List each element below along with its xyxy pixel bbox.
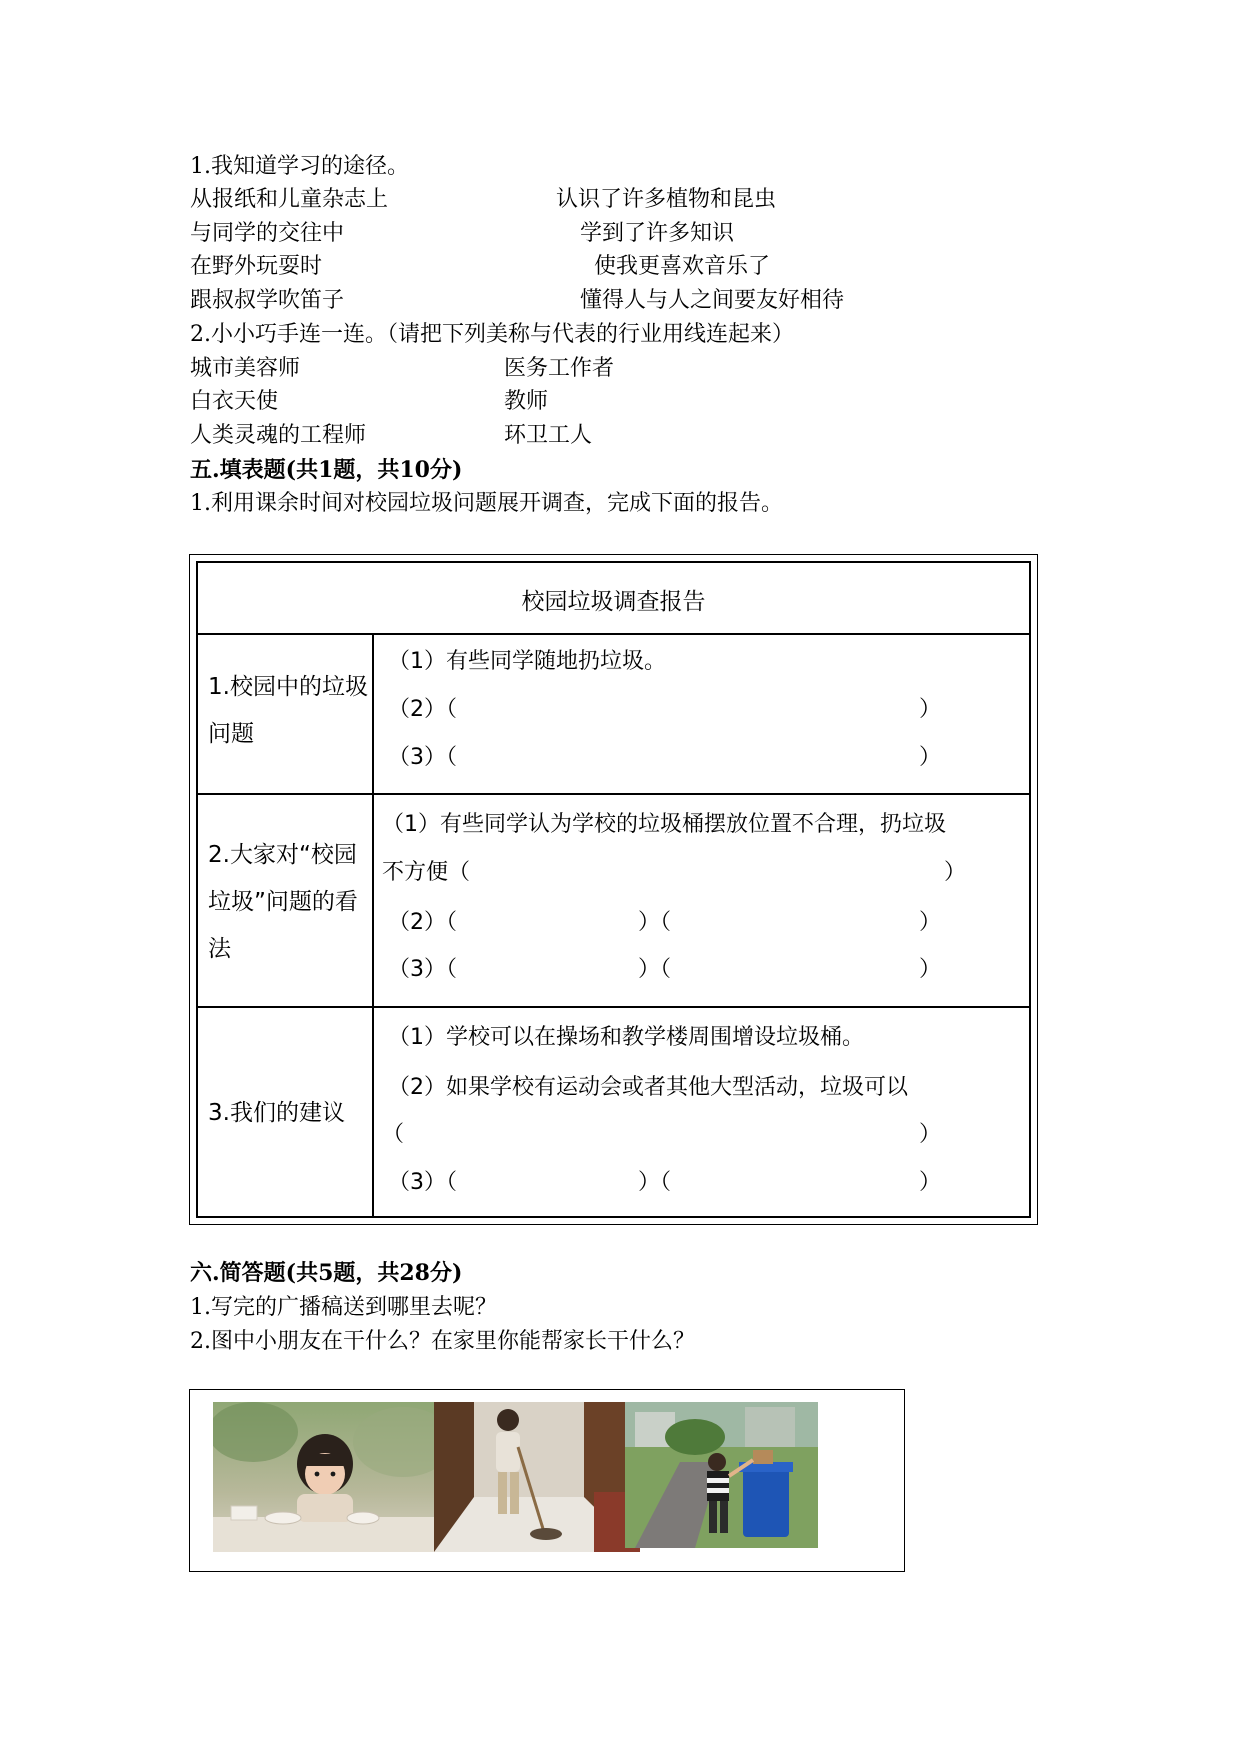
section6-q2: 2.图中小朋友在干什么？在家里你能帮家长干什么？	[190, 1329, 695, 1354]
q2-right-3: 环卫工人	[504, 423, 593, 448]
row3-label: 3.我们的建议	[208, 1100, 345, 1126]
boy-trash-bin-photo	[625, 1402, 818, 1548]
row3-line3-mid: ）（	[638, 1170, 672, 1195]
q2-left-2: 白衣天使	[190, 389, 279, 414]
q2-right-1: 医务工作者	[504, 356, 615, 381]
row1-line2-open: （2）（	[388, 697, 457, 722]
q2-right-2: 教师	[504, 389, 549, 414]
row2-line2-mid: ）（	[638, 910, 672, 935]
row3-line1: （1）学校可以在操场和教学楼周围增设垃圾桶。	[388, 1025, 864, 1050]
table-divider	[198, 633, 1029, 635]
q1-right-4: 懂得人与人之间要友好相待	[580, 288, 845, 313]
q1-title: 1.我知道学习的途径。	[190, 154, 409, 179]
row1-line3-close: ）	[919, 745, 942, 770]
boy-mopping-photo	[434, 1402, 640, 1552]
row2-line3-mid: ）（	[638, 957, 672, 982]
section6-heading: 六.简答题(共5题，共28分)	[190, 1260, 463, 1286]
row1-line1: （1）有些同学随地扔垃圾。	[388, 649, 666, 674]
row3-line2: （2）如果学校有运动会或者其他大型活动，垃圾可以	[388, 1075, 908, 1100]
row2-line1-close: ）	[944, 860, 967, 885]
row2-line3-close: ）	[919, 957, 942, 982]
row1-label: 1.校园中的垃圾问题	[208, 674, 368, 747]
table-divider	[198, 793, 1029, 795]
row3-line3-open: （3）（	[388, 1170, 457, 1195]
q1-right-1: 认识了许多植物和昆虫	[556, 187, 777, 212]
row2-line2-open: （2）（	[388, 910, 457, 935]
row2-line1-cont: 不方便（	[382, 860, 471, 885]
survey-table	[196, 561, 1031, 1218]
row2-line3-open: （3）（	[388, 957, 457, 982]
photo-strip	[189, 1389, 905, 1572]
table-divider	[198, 1006, 1029, 1008]
row2-label: 2.大家对“校园垃圾”问题的看法	[208, 842, 358, 962]
q1-left-4: 跟叔叔学吹笛子	[190, 288, 345, 313]
q1-left-3: 在野外玩耍时	[190, 254, 323, 279]
table-column-divider	[372, 635, 374, 1216]
q1-left-1: 从报纸和儿童杂志上	[190, 187, 389, 212]
row3-line3-close: ）	[919, 1170, 942, 1195]
table-title: 校园垃圾调查报告	[521, 589, 706, 615]
row1-line3-open: （3）（	[388, 745, 457, 770]
row3-line2-open: （	[382, 1122, 405, 1147]
q2-left-3: 人类灵魂的工程师	[190, 423, 367, 448]
section6-q1: 1.写完的广播稿送到哪里去呢？	[190, 1295, 497, 1320]
row2-line2-close: ）	[919, 910, 942, 935]
row2-line1: （1）有些同学认为学校的垃圾桶摆放位置不合理，扔垃圾	[382, 812, 946, 837]
q1-left-2: 与同学的交往中	[190, 221, 345, 246]
q2-title: 2.小小巧手连一连。（请把下列美称与代表的行业用线连起来）	[190, 322, 794, 347]
child-eating-photo	[213, 1402, 437, 1552]
row3-line2-close: ）	[919, 1122, 942, 1147]
q2-left-1: 城市美容师	[190, 356, 301, 381]
row1-line2-close: ）	[919, 697, 942, 722]
section5-heading: 五.填表题(共1题，共10分)	[190, 457, 463, 483]
q1-right-3: 使我更喜欢音乐了	[594, 254, 771, 279]
section5-q1: 1.利用课余时间对校园垃圾问题展开调查，完成下面的报告。	[190, 491, 783, 516]
q1-right-2: 学到了许多知识	[580, 221, 735, 246]
